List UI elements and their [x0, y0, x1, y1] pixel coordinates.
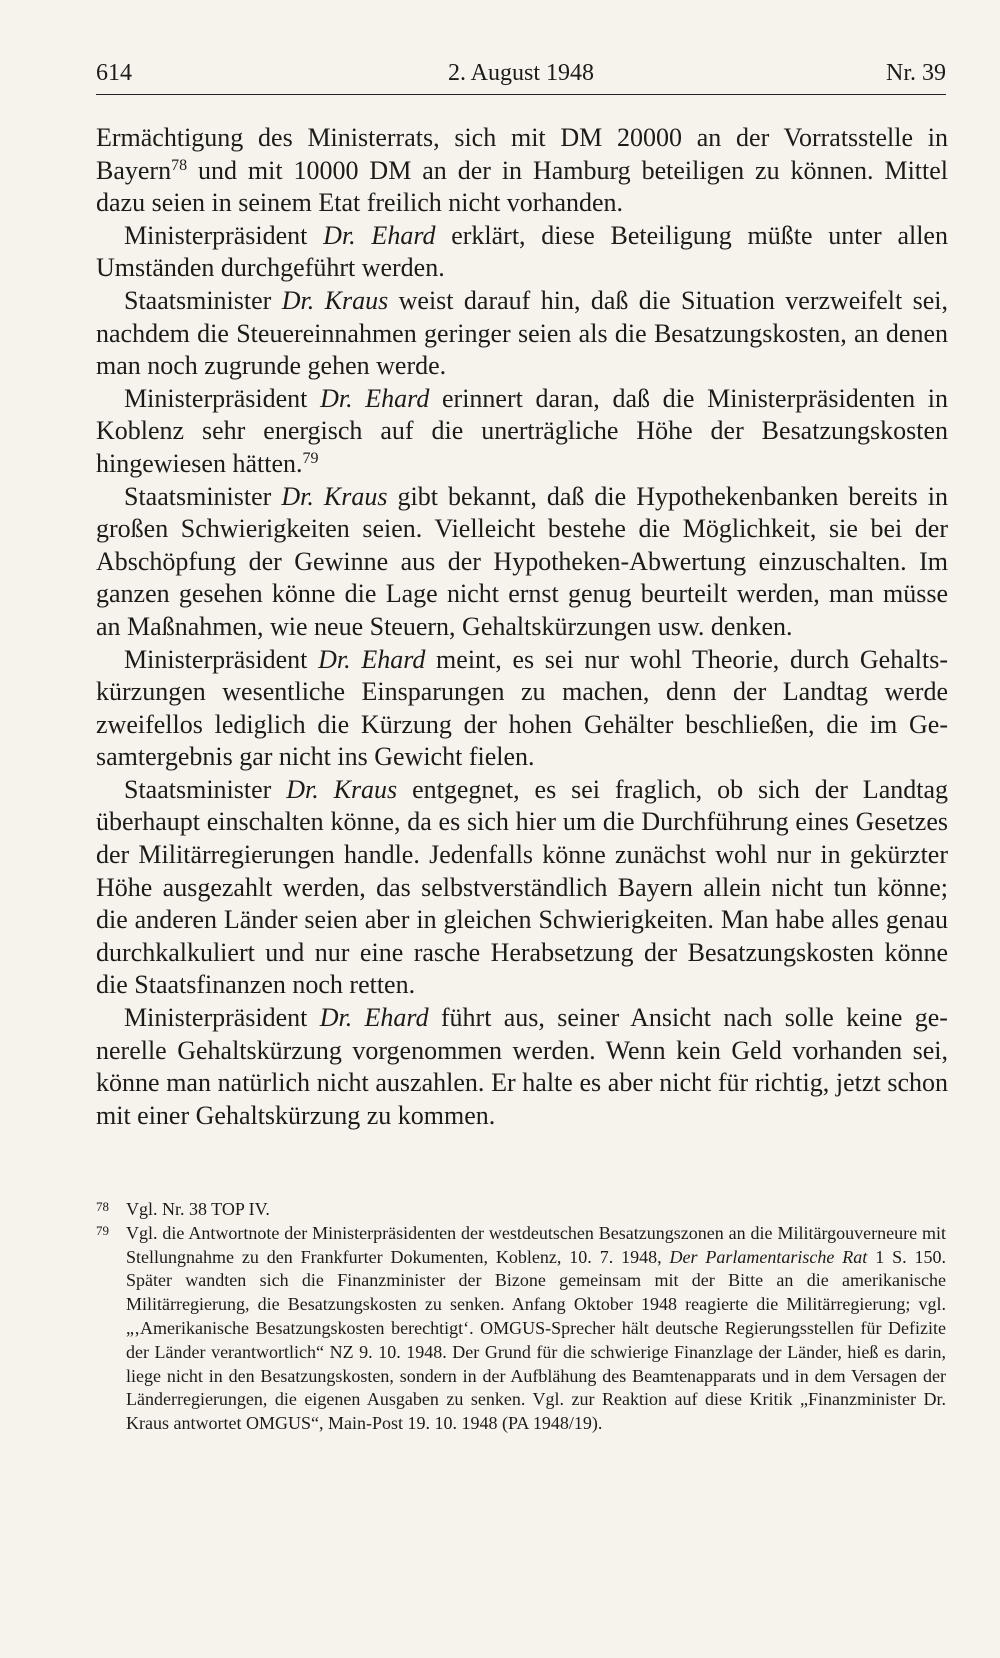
speaker-title: Ministerpräsident	[124, 1003, 320, 1033]
footnote-ref-79: 79	[302, 449, 319, 467]
speaker-name: Dr. Ehard	[323, 220, 436, 250]
footnote-79-text-b: 1 S. 150. Später wandten sich die Finanzminister der Bizone gemeinsam mit der Bitte an die amerikanische Militärregierung, die Besatzungskosten zu senken. Anfang Oktober 1948 reagierte die Militärregierung; vgl. „‚Amerikanische Besatzungskosten berechtigt‘. OMGUS-Sprecher hält deutsche Regierungsstellen für Defizite der Länder verantwortlich“ NZ 9. 10. 1948. Der Grund für die schwierige Finanzlage der Länder, hieß es darin, liege nicht in den Besatzungskosten, sondern in der Aufblähung des Beamtenapparats und in dem Versagen der Länderregierungen, die eigenen Ausgaben zu senken. Vgl. zur Reaktion auf diese Kritik „Finanzminister Dr. Kraus antwortet OMGUS“, Main-Post 19. 10. 1948 (PA 1948/19).	[126, 1246, 947, 1434]
speaker-title: Staatsminister	[124, 285, 282, 315]
paragraph-1-text-b: und mit 10000 DM an der in Hamburg beteiligen zu können. Mittel dazu seien in seinem Etat freilich nicht vorhanden.	[96, 155, 948, 218]
document-number: Nr. 39	[886, 60, 946, 86]
speaker-name: Dr. Ehard	[320, 383, 430, 413]
running-header	[96, 58, 946, 95]
paragraph-4-text: erinnert daran, daß die Ministerpräsidenten in Koblenz sehr energisch auf die unerträgliche Höhe der Besatzungskosten hingewiesen hätten.	[96, 383, 948, 478]
paragraph-5	[96, 481, 948, 644]
speaker-name: Dr. Kraus	[281, 481, 388, 511]
paragraph-3-text: weist darauf hin, daß die Situation verzweifelt sei, nachdem die Steuereinnahmen geringer seien als die Besatzungskosten, an denen man noch zugrunde gehen werde.	[96, 285, 948, 381]
paragraph-6-text: meint, es sei nur wohl Theorie, durch Gehaltskürzungen wesentliche Einsparungen zu machen, denn der Landtag werde zweifellos lediglich die Kürzung der hohen Gehälter beschließen, die im Gesamtergebnis gar nicht ins Gewicht fielen.	[96, 644, 948, 772]
main-text	[96, 122, 948, 1132]
footnote-number: 79	[96, 1222, 109, 1238]
speaker-name: Dr. Ehard	[319, 1003, 429, 1033]
paragraph-6	[96, 644, 948, 774]
paragraph-8	[96, 1002, 948, 1132]
footnote-ref-78: 78	[171, 156, 188, 174]
footnote-78-text: Vgl. Nr. 38 TOP IV.	[126, 1199, 270, 1219]
speaker-title: Staatsminister	[124, 774, 287, 804]
paragraph-7	[96, 774, 948, 1002]
footnote-78	[96, 1198, 946, 1222]
footnote-79-text-a: Vgl. die Antwortnote der Ministerpräsidenten der westdeutschen Besatzungszonen an die Militärgouverneure mit Stellungnahme zu den Frankfurter Dokumenten, Koblenz, 10. 7. 1948,	[126, 1222, 946, 1267]
speaker-name: Dr. Kraus	[286, 774, 398, 804]
page-number: 614	[96, 60, 132, 86]
paragraph-3	[96, 285, 948, 383]
speaker-name: Dr. Kraus	[281, 285, 389, 315]
footnotes	[96, 1198, 946, 1436]
paragraph-4	[96, 383, 948, 481]
paragraph-2	[96, 220, 948, 285]
speaker-title: Ministerpräsident	[124, 644, 319, 674]
paragraph-2-text: erklärt, diese Beteiligung müßte unter allen Umständen durchgeführt werden.	[96, 220, 948, 283]
paragraph-7-text: entgegnet, es sei fraglich, ob sich der Landtag überhaupt einschalten könne, da es sich hier um die Durchführung eines Gesetzes der Militärregierungen handle. Jedenfalls könne zunächst wohl nur in gekürzter Höhe ausgezahlt werden, das selbstverständlich Bayern allein nicht tun könne; die anderen Länder seien aber in gleichen Schwierigkeiten. Man habe alles genau durchkalkuliert und nur eine rasche Herabsetzung der Besatzungskosten könne die Staatsfinanzen noch retten.	[96, 774, 948, 1000]
footnote-number: 78	[96, 1199, 109, 1214]
paragraph-1-text-a: Ermächtigung des Ministerrats, sich mit DM 20000 an der Vorratsstelle in Bayern	[96, 123, 948, 185]
speaker-name: Dr. Ehard	[318, 644, 426, 674]
paragraph-1	[96, 122, 948, 220]
speaker-title: Ministerpräsident	[124, 383, 321, 413]
footnote-79-source-title: Der Parlamentarische Rat	[669, 1246, 868, 1267]
footnote-79	[96, 1222, 946, 1436]
speaker-title: Staatsminister	[124, 481, 282, 511]
speaker-title: Ministerpräsident	[124, 220, 324, 250]
paragraph-8-text: führt aus, seiner Ansicht nach solle keine generelle Gehaltskürzung vorgenommen werden. Wenn kein Geld vorhanden sei, könne man natürlich nicht auszahlen. Er halte es aber nicht für richtig, jetzt schon mit einer Gehaltskürzung zu kommen.	[96, 1003, 948, 1130]
header-date: 2. August 1948	[447, 60, 594, 86]
paragraph-5-text: gibt bekannt, daß die Hypothekenbanken bereits in großen Schwierigkeiten seien. Vielleicht bestehe die Möglichkeit, sie bei der Abschöpfung der Gewinne aus der Hypotheken-Abwertung einzuschalten. Im ganzen gesehen könne die Lage nicht ernst genug beurteilt werden, man müsse an Maßnahmen, wie neue Steuern, Gehaltskürzungen usw. denken.	[96, 481, 948, 641]
